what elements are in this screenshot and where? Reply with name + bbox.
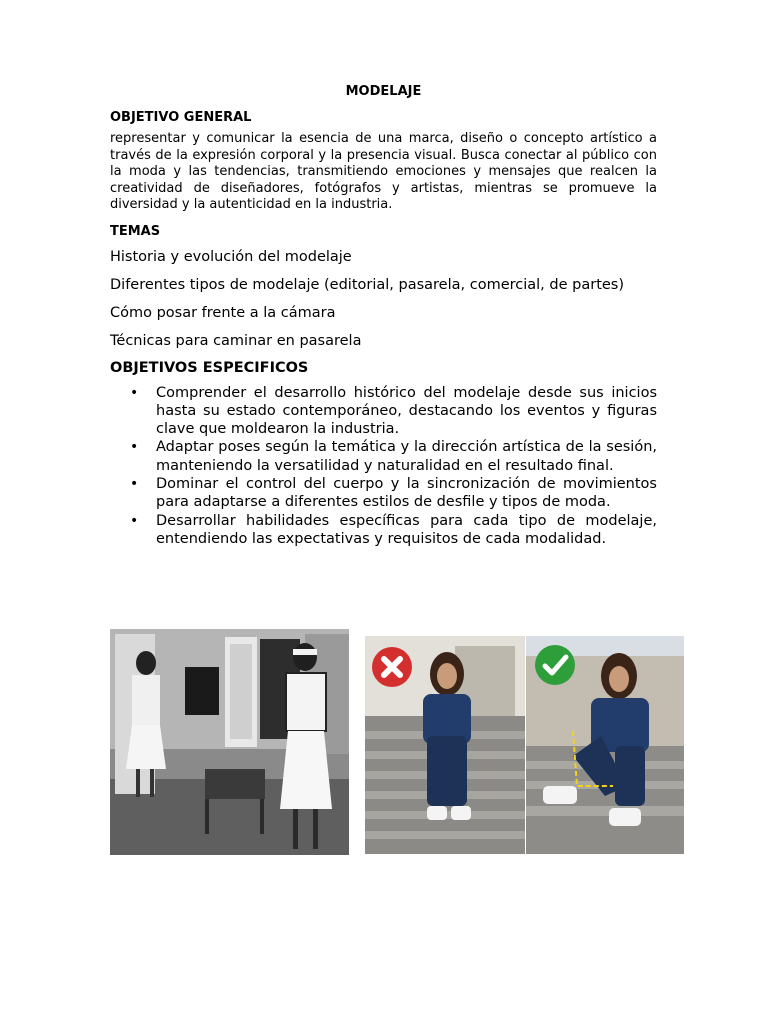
- tema-item: Historia y evolución del modelaje: [110, 248, 352, 265]
- list-item-text: Comprender el desarrollo histórico del modelaje desde sus inicios hasta su estado contemporáneo, destacando los eventos y figuras clave que moldearon la industria.: [156, 384, 657, 438]
- document-title: MODELAJE: [345, 84, 422, 99]
- list-item: [110, 438, 657, 475]
- posing-comparison-photo: [365, 636, 684, 854]
- list-item: [110, 384, 657, 439]
- bullet-icon: •: [130, 512, 139, 529]
- list-item-text: Adaptar poses según la temática y la dirección artística de la sesión, manteniendo la versatilidad y naturalidad en el resultado final.: [156, 439, 657, 474]
- list-item-text: Desarrollar habilidades específicas para cada tipo de modelaje, entendiendo las expectativas y requisitos de cada modalidad.: [156, 512, 657, 547]
- list-item: [110, 475, 657, 512]
- vintage-fashion-photo: [110, 629, 349, 855]
- objetivos-especificos-heading: OBJETIVOS ESPECIFICOS: [110, 359, 309, 376]
- bullet-icon: •: [130, 475, 139, 492]
- temas-heading: TEMAS: [110, 223, 161, 239]
- list-item: [110, 512, 657, 549]
- bullet-icon: •: [130, 439, 139, 456]
- objetivo-general-heading: OBJETIVO GENERAL: [110, 110, 252, 125]
- tema-item: Diferentes tipos de modelaje (editorial, pasarela, comercial, de partes): [110, 276, 625, 293]
- photos-row: [110, 629, 684, 855]
- vintage-fashion-photo-icon: [110, 629, 349, 855]
- bullet-icon: •: [130, 384, 139, 401]
- posing-comparison-photo-icon: [365, 636, 684, 854]
- document-page: [110, 84, 657, 548]
- objetivo-general-text: representar y comunicar la esencia de una marca, diseño o concepto artístico a través de la expresión corporal y la presencia visual. Busca conectar al público con la moda y las tendencias, transmitiendo emociones y mensajes que realcen la creatividad de diseñadores, fotógrafos y artistas, mientras se promueve la diversidad y la autenticidad en la industria.: [110, 131, 657, 212]
- x-mark-icon: [372, 647, 412, 687]
- list-item-text: Dominar el control del cuerpo y la sincronización de movimientos para adaptarse a diferentes estilos de desfile y tipos de moda.: [156, 475, 657, 511]
- check-mark-icon: [535, 645, 575, 685]
- tema-item: Técnicas para caminar en pasarela: [110, 332, 362, 349]
- tema-item: Cómo posar frente a la cámara: [110, 304, 336, 321]
- objetivos-list: [110, 384, 657, 549]
